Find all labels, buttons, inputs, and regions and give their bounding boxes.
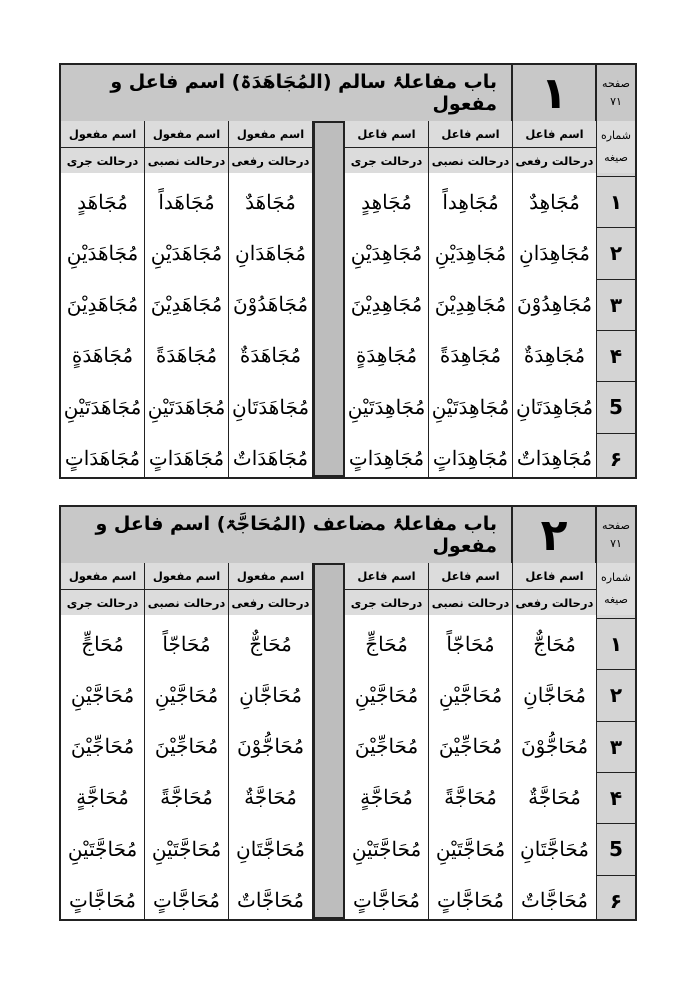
word-cell: مُجَاهَدُوْنَ [232,292,309,317]
word-cell: مُجَاهَدَانِ [235,240,307,265]
word-column [61,615,145,919]
word-cell: مُحَاجَّاتٍ [437,888,505,912]
word-cell: مُجَاهَدَاتٍ [148,446,225,470]
word-cell: مُجَاهَدَتَانِ [231,394,310,419]
column-header-line2: درحالت نصبی [145,589,228,616]
word-cell: مُجَاهِدَيْنِ [350,240,423,265]
column-header [145,563,229,615]
word-cell: مُحَاجَّةٍ [360,785,413,810]
word-cell: مُجَاهِدَانِ [519,240,591,265]
word-cell: مُحَاجَّةٌ [528,785,581,810]
word-cell: مُحَاجُّوْنَ [520,734,589,759]
divider-column [313,563,345,919]
column-header-line2: درحالت جری [61,589,144,616]
word-cell: مُجَاهَدَاتٍ [64,446,141,470]
row-number: 5 [597,381,635,432]
word-cell: مُحَاجُّوْنَ [236,734,305,759]
word-cell: مُحَاجّاً [446,631,495,656]
word-cell: مُجَاهَدَيْنِ [150,240,223,265]
row-number-column [597,173,635,477]
word-cell: مُجَاهَدِيْنَ [66,292,139,317]
word-cell: مُجَاهِدَتَيْنِ [347,394,426,419]
word-column [429,173,513,477]
column-header-line1: اسم مفعول [68,126,137,141]
word-cell: مُحَاجِّيْنَ [354,734,419,759]
word-cell: مُحَاجَّةً [444,785,497,810]
word-cell: مُحَاجَّةً [160,785,213,810]
word-cell: مُحَاجَّاتٌ [237,888,305,912]
word-cell: مُجَاهِدُوْنَ [516,292,593,317]
word-cell: مُحَاجَّتَيْنِ [351,836,422,861]
column-header-line2: درحالت رفعی [513,589,596,616]
word-column [345,173,429,477]
column-header [61,563,145,615]
word-column [345,615,429,919]
column-header-line2: درحالت نصبی [429,147,512,174]
table-big-number: ٢ [513,507,597,563]
column-header-line2: درحالت رفعی [513,147,596,174]
column-header-line1: اسم مفعول [236,568,305,583]
page-cell [597,507,635,563]
word-column [145,615,229,919]
word-column [513,173,597,477]
word-cell: مُحَاجِّيْنَ [438,734,503,759]
page-label: صفحه [602,77,630,90]
word-cell: مُجَاهِدَيْنِ [434,240,507,265]
row-number: ٣ [597,279,635,330]
row-number: ١ [597,618,635,669]
table-header-row [61,65,635,123]
word-cell: مُجَاهِدَةً [439,343,502,368]
word-cell: مُحَاجّاً [162,631,211,656]
column-header [513,121,597,173]
column-header-line1: اسم مفعول [68,568,137,583]
row-number: ۴ [597,772,635,823]
number-header-line: صیغه [604,151,628,164]
word-cell: مُحَاجٌّ [249,631,292,656]
number-column-header [597,563,635,615]
row-number: ٢ [597,227,635,278]
word-column [429,615,513,919]
column-header-line2: درحالت جری [61,147,144,174]
word-cell: مُحَاجَّةٌ [244,785,297,810]
row-number: ۴ [597,330,635,381]
word-cell: مُجَاهَدٍ [77,189,128,214]
word-cell: مُحَاجَّتَيْنِ [435,836,506,861]
number-column-header [597,121,635,173]
conjugation-table-1 [59,63,637,479]
word-cell: مُجَاهَدَيْنِ [66,240,139,265]
column-header [61,121,145,173]
word-cell: مُجَاهِدَاتٍ [348,446,425,470]
word-cell: مُجَاهَدَاتٌ [232,446,309,470]
word-cell: مُجَاهِدِيْنَ [350,292,423,317]
row-number-column [597,615,635,919]
divider-column [313,121,345,477]
word-column [229,173,313,477]
word-cell: مُحَاجَّتَانِ [520,836,589,861]
word-cell: مُجَاهِدَتَانِ [515,394,594,419]
word-column [61,173,145,477]
row-number: ۶ [597,433,635,484]
column-header-line1: اسم فاعل [357,568,416,583]
column-header-line2: درحالت نصبی [145,147,228,174]
word-cell: مُحَاجَّيْنِ [354,682,419,707]
column-header-line2: درحالت نصبی [429,589,512,616]
word-cell: مُجَاهَدَتَيْنِ [147,394,226,419]
word-column [513,615,597,919]
word-cell: مُجَاهِدِيْنَ [434,292,507,317]
word-cell: مُحَاجَّاتٍ [353,888,421,912]
word-cell: مُجَاهَدَةٍ [71,343,134,368]
conjugation-table-2 [59,505,637,921]
word-cell: مُحَاجَّيْنِ [154,682,219,707]
word-cell: مُحَاجَّيْنِ [70,682,135,707]
number-header-line: شماره [600,571,631,584]
column-header [229,121,313,173]
column-header-line2: درحالت جری [345,147,428,174]
column-header-line1: اسم فاعل [357,126,416,141]
word-cell: مُجَاهِدَاتٍ [432,446,509,470]
column-header-line1: اسم فاعل [525,568,584,583]
column-header-line1: اسم فاعل [441,126,500,141]
page-cell [597,65,635,121]
word-cell: مُجَاهِداً [442,189,499,214]
table-header-row [61,507,635,565]
word-cell: مُجَاهِدٍ [361,189,412,214]
word-column [145,173,229,477]
column-header-line2: درحالت جری [345,589,428,616]
page-label: صفحه [602,519,630,532]
word-cell: مُجَاهِدَاتٌ [516,446,593,470]
word-cell: مُحَاجَّتَانِ [236,836,305,861]
table-big-number: ١ [513,65,597,121]
word-cell: مُحَاجٌّ [533,631,576,656]
row-number: 5 [597,823,635,874]
word-cell: مُحَاجَّتَيْنِ [67,836,138,861]
word-cell: مُحَاجَّانِ [239,682,302,707]
column-header [145,121,229,173]
row-number: ٣ [597,721,635,772]
column-header [429,121,513,173]
column-header-line1: اسم مفعول [152,126,221,141]
table-title: باب مفاعلۂ سالم (المُجَاهَدَۃ) اسم فاعل و مفعول [61,65,513,121]
word-cell: مُحَاجَّيْنِ [438,682,503,707]
word-cell: مُجَاهَدٌ [245,189,296,214]
word-cell: مُجَاهَدَةٌ [239,343,302,368]
column-header-line2: درحالت رفعی [229,589,312,616]
row-number: ۶ [597,875,635,926]
column-header [429,563,513,615]
row-number: ٢ [597,669,635,720]
word-cell: مُجَاهِدَتَيْنِ [431,394,510,419]
word-cell: مُحَاجِّيْنَ [70,734,135,759]
column-header [345,121,429,173]
number-header-line: شماره [600,129,631,142]
word-cell: مُحَاجَّاتٍ [69,888,137,912]
word-cell: مُجَاهِدٌ [529,189,580,214]
page-number: ۷۱ [610,95,622,108]
word-cell: مُجَاهِدَةٍ [355,343,418,368]
word-cell: مُحَاجَّتَيْنِ [151,836,222,861]
column-header-line2: درحالت رفعی [229,147,312,174]
word-column [229,615,313,919]
column-header-line1: اسم فاعل [441,568,500,583]
table-title: باب مفاعلۂ مضاعف (المُحَاجَّۃ) اسم فاعل و مفعول [61,507,513,563]
column-header [229,563,313,615]
word-cell: مُجَاهَدَتَيْنِ [63,394,142,419]
word-cell: مُحَاجَّانِ [523,682,586,707]
word-cell: مُحَاجٍّ [365,631,408,656]
word-cell: مُحَاجِّيْنَ [154,734,219,759]
column-header-line1: اسم مفعول [152,568,221,583]
word-cell: مُحَاجَّةٍ [76,785,129,810]
word-cell: مُحَاجَّاتٌ [521,888,589,912]
column-header [513,563,597,615]
row-number: ١ [597,176,635,227]
number-header-line: صیغه [604,593,628,606]
word-cell: مُجَاهِدَةٌ [523,343,586,368]
column-header-line1: اسم فاعل [525,126,584,141]
word-cell: مُجَاهَداً [158,189,215,214]
page-number: ۷۱ [610,537,622,550]
word-cell: مُجَاهَدَةً [155,343,218,368]
word-cell: مُجَاهَدِيْنَ [150,292,223,317]
column-header [345,563,429,615]
word-cell: مُحَاجٍّ [81,631,124,656]
word-cell: مُحَاجَّاتٍ [153,888,221,912]
column-header-line1: اسم مفعول [236,126,305,141]
